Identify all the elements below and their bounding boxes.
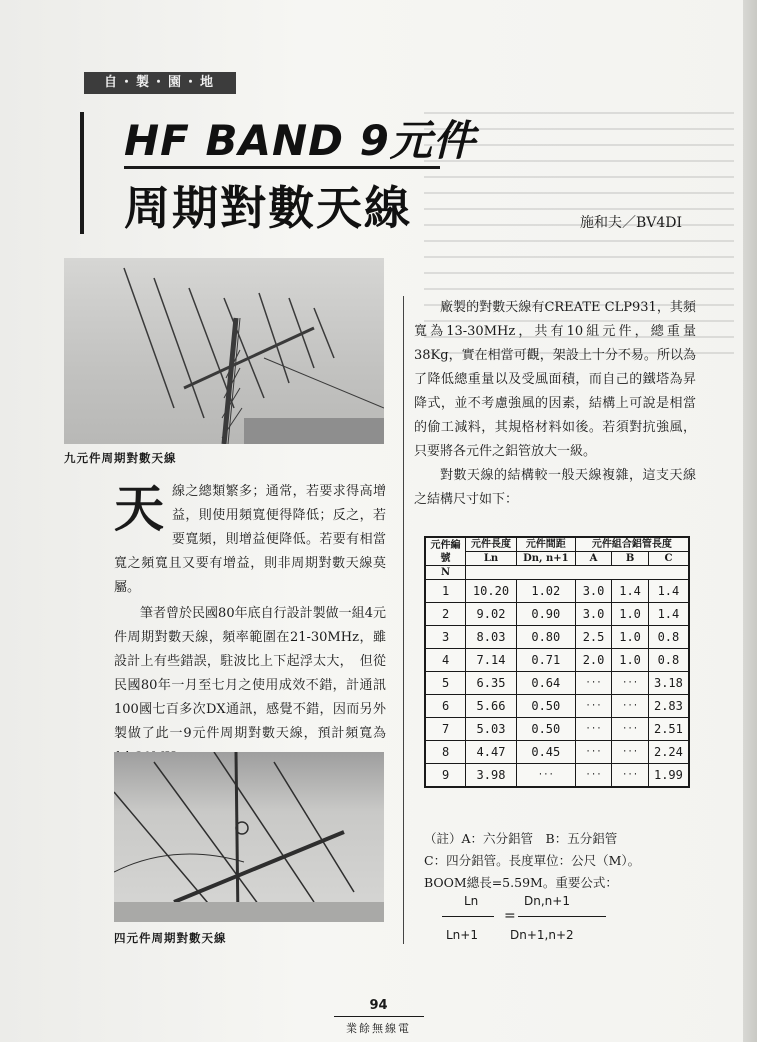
- table-cell-b: ···: [612, 764, 649, 787]
- table-cell-ln: 5.03: [466, 718, 517, 741]
- table-cell-ln: 8.03: [466, 626, 517, 649]
- table-cell-ln: 5.66: [466, 695, 517, 718]
- photo-nine-element-antenna: [64, 258, 384, 444]
- formula-lhs-denominator: Ln+1: [446, 928, 478, 942]
- formula-rhs-denominator: Dn+1,n+2: [510, 928, 574, 942]
- table-cell-c: 3.18: [648, 672, 689, 695]
- title-rule: [124, 166, 440, 169]
- note-line2: C：四分鋁管。長度單位：公尺（M）。: [424, 853, 641, 868]
- table-cell-c: 2.51: [648, 718, 689, 741]
- section-tag: 自・製・園・地: [84, 72, 236, 94]
- article-title-line1: HF BAND 9元件: [124, 116, 476, 165]
- table-cell-n: 8: [425, 741, 466, 764]
- table-cell-b: 1.0: [612, 626, 649, 649]
- header-col-c: C: [648, 552, 689, 566]
- table-cell-n: 9: [425, 764, 466, 787]
- formula-lhs-bar: [442, 916, 494, 917]
- page-edge: [743, 0, 757, 1042]
- header-length: [466, 537, 517, 552]
- table-row: [425, 741, 689, 764]
- table-cell-d: 0.50: [516, 718, 575, 741]
- table-cell-a: 3.0: [575, 603, 612, 626]
- table-row: [425, 672, 689, 695]
- table-cell-d: ···: [516, 764, 575, 787]
- photo-four-element-antenna: [114, 752, 384, 922]
- table-cell-n: 6: [425, 695, 466, 718]
- table-cell-d: 0.90: [516, 603, 575, 626]
- table-cell-c: 1.99: [648, 764, 689, 787]
- table-cell-a: ···: [575, 672, 612, 695]
- photo2-caption: 四元件周期對數天線: [114, 931, 227, 945]
- table-cell-d: 0.45: [516, 741, 575, 764]
- table-cell-d: 1.02: [516, 580, 575, 603]
- table-cell-b: 1.0: [612, 603, 649, 626]
- table-row: [425, 649, 689, 672]
- table-cell-c: 0.8: [648, 649, 689, 672]
- history-paragraph: 筆者曾於民國80年底自行設計製做一組4元件周期對數天線，頻率範圍在21-30MHz，雖設計上有些錯誤，駐波比上下起浮太大， 但從民國80年一月至七月之使用成效不錯，計通訊100國七百多次DX通訊，感覺不錯，因而另外製做了此一9元件周期對數天線，預計頻寬為: [114, 606, 386, 741]
- table-cell-b: ···: [612, 718, 649, 741]
- photo1-caption: 九元件周期對數天線: [64, 451, 177, 465]
- table-cell-b: 1.0: [612, 649, 649, 672]
- table-row: [425, 764, 689, 787]
- table-row: [425, 580, 689, 603]
- table-cell-b: 1.4: [612, 580, 649, 603]
- table-cell-a: 2.0: [575, 649, 612, 672]
- header-spacing-symbol: Dn, n+1: [516, 552, 575, 566]
- table-cell-b: ···: [612, 695, 649, 718]
- table-cell-a: ···: [575, 718, 612, 741]
- table-note: [424, 828, 704, 894]
- element-dimensions-table: [424, 536, 690, 788]
- intro-text: 線之總類繁多；通常，若要求得高增益，則使用頻寬便得降低；反之，若要寬頻，則增益便降低。若要有相當寬之頻寬且又要有增益，則非周期對數天線莫屬。: [114, 484, 386, 595]
- table-cell-c: 1.4: [648, 603, 689, 626]
- header-col-b: B: [612, 552, 649, 566]
- table-cell-ln: 10.20: [466, 580, 517, 603]
- table-cell-ln: 7.14: [466, 649, 517, 672]
- header-spacing-label: 元件間距: [525, 539, 566, 550]
- table-cell-b: ···: [612, 741, 649, 764]
- table-cell-ln: 3.98: [466, 764, 517, 787]
- table-cell-a: ···: [575, 695, 612, 718]
- table-row: [425, 603, 689, 626]
- table-cell-a: ···: [575, 764, 612, 787]
- formula-rhs-bar: [518, 916, 606, 917]
- intro-paragraph: [114, 480, 386, 600]
- magazine-name: 業餘無線電: [346, 1022, 411, 1035]
- table-cell-d: 0.50: [516, 695, 575, 718]
- table-cell-n: 1: [425, 580, 466, 603]
- table-cell-ln: 6.35: [466, 672, 517, 695]
- table-row: [425, 695, 689, 718]
- footer-rule: [334, 1016, 424, 1017]
- header-combo: 元件組合鋁管長度: [575, 537, 689, 552]
- ratio-formula: [442, 894, 692, 946]
- table-body: [425, 580, 689, 787]
- header-length-symbol: Ln: [466, 552, 517, 566]
- table-cell-a: 3.0: [575, 580, 612, 603]
- table-cell-c: 0.8: [648, 626, 689, 649]
- note-line3: BOOM總長=5.59M。重要公式：: [424, 875, 618, 890]
- table-cell-n: 7: [425, 718, 466, 741]
- note-line1: （註）A：六分鋁管 B：五分鋁管: [424, 831, 618, 846]
- author-byline: 施和夫／BV4DI: [580, 215, 683, 231]
- table-cell-n: 4: [425, 649, 466, 672]
- header-spacer: [466, 566, 689, 580]
- table-row: [425, 626, 689, 649]
- header-element-no-label: 元件編號: [430, 539, 461, 564]
- title-accent-bar: [80, 112, 84, 234]
- table-cell-c: 2.24: [648, 741, 689, 764]
- header-element-no-symbol: N: [425, 566, 466, 580]
- table-row: [425, 718, 689, 741]
- table-cell-d: 0.64: [516, 672, 575, 695]
- table-cell-ln: 9.02: [466, 603, 517, 626]
- table-cell-d: 0.71: [516, 649, 575, 672]
- header-col-a: A: [575, 552, 612, 566]
- column-divider: [403, 296, 404, 944]
- antenna-photo-illustration: [64, 258, 384, 444]
- article-title-line2: 周期對數天線: [124, 181, 412, 235]
- table-cell-n: 5: [425, 672, 466, 695]
- commercial-paragraph: 廠製的對數天線有CREATE CLP931，其頻寬為13-30MHz，共有10組元件，總重量38Kg，實在相當可觀，架設上十分不易。所以為了降低總重量以及受風面積，而自己的鐵塔為昇降式，並不考慮強風的因素，結構上可說是相當的偷工減料，其規格材料如後。若須對抗強風，只要將各元件之鋁管放大一級。: [414, 300, 696, 459]
- table-cell-a: ···: [575, 741, 612, 764]
- left-column: [114, 480, 386, 770]
- structure-paragraph: 對數天線的結構較一般天線複雜，這支天線之結構尺寸如下：: [414, 468, 696, 507]
- page-number: 94: [369, 998, 388, 1013]
- formula-lhs-numerator: Ln: [464, 894, 479, 908]
- table-cell-n: 3: [425, 626, 466, 649]
- header-length-label: 元件長度: [470, 539, 511, 550]
- table-cell-c: 1.4: [648, 580, 689, 603]
- table-cell-a: 2.5: [575, 626, 612, 649]
- formula-equals: =: [504, 908, 516, 924]
- header-spacing: [516, 537, 575, 552]
- table-symbol-row: [425, 566, 689, 580]
- header-element-no: [425, 537, 466, 566]
- table-cell-ln: 4.47: [466, 741, 517, 764]
- drop-cap: 天: [114, 479, 164, 538]
- table-cell-c: 2.83: [648, 695, 689, 718]
- formula-rhs-numerator: Dn,n+1: [524, 894, 570, 908]
- table-cell-b: ···: [612, 672, 649, 695]
- antenna-photo-illustration-2: [114, 752, 384, 922]
- table-cell-n: 2: [425, 603, 466, 626]
- table-header-row: [425, 537, 689, 552]
- right-column: [414, 296, 696, 512]
- table-cell-d: 0.80: [516, 626, 575, 649]
